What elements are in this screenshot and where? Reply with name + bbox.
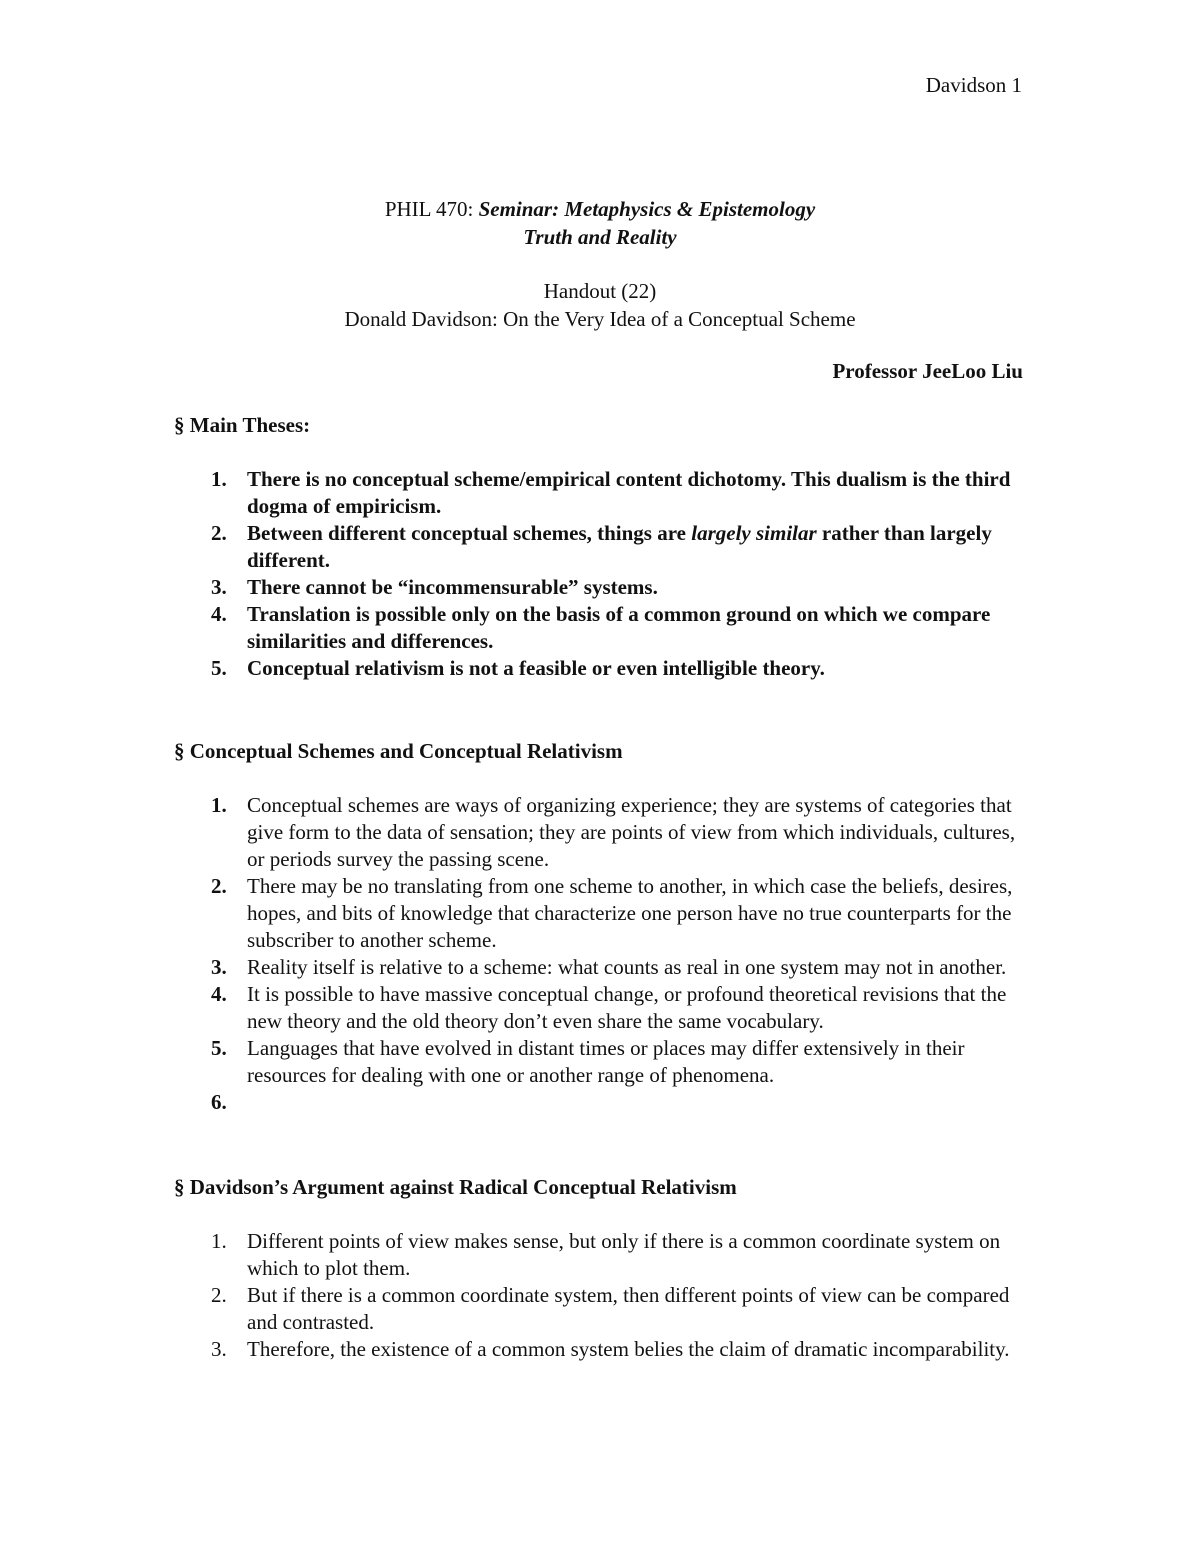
list-item xyxy=(174,981,1034,1035)
item-text: Reality itself is relative to a scheme: what counts as real in one system may not in another. xyxy=(247,955,1007,979)
item-number: 1. xyxy=(211,467,227,491)
item-text: Languages that have evolved in distant times or places may differ extensively in their resources for dealing with one or another range of phenomena. xyxy=(247,1036,965,1087)
argument-section xyxy=(174,1174,1034,1363)
main-theses-section xyxy=(174,412,1034,682)
list-item xyxy=(174,466,1034,520)
item-text: There may be no translating from one scheme to another, in which case the beliefs, desires, hopes, and bits of knowledge that characterize one person have no true counterparts for the subscriber to another scheme. xyxy=(247,874,1013,952)
course-name: Seminar: Metaphysics & Epistemology xyxy=(478,197,816,221)
title-block xyxy=(0,196,1200,334)
item-text: Therefore, the existence of a common system belies the claim of dramatic incomparability. xyxy=(247,1337,1010,1361)
list-item xyxy=(174,1089,1034,1116)
professor-name: Professor JeeLoo Liu xyxy=(832,359,1023,383)
item-number: 2. xyxy=(211,521,227,545)
item-text: There cannot be “incommensurable” systems. xyxy=(247,575,658,599)
list-item xyxy=(174,520,1034,574)
item-number: 3. xyxy=(211,955,227,979)
item-number: 2. xyxy=(211,874,227,898)
list-item xyxy=(174,1336,1034,1363)
item-text: There is no conceptual scheme/empirical content dichotomy. This dualism is the third dogma of empiricism. xyxy=(247,467,1011,518)
section-heading: § Main Theses: xyxy=(174,413,311,437)
item-text-pre: Between different conceptual schemes, things are xyxy=(247,521,692,545)
running-head: Davidson 1 xyxy=(925,73,1022,97)
list-item xyxy=(174,1282,1034,1336)
item-text: Different points of view makes sense, but only if there is a common coordinate system on which to plot them. xyxy=(247,1229,1001,1280)
list-item xyxy=(174,1228,1034,1282)
course-subtitle: Truth and Reality xyxy=(523,225,677,249)
handout-number: Handout (22) xyxy=(543,279,657,303)
item-text: Conceptual schemes are ways of organizing experience; they are systems of categories that give form to the data of sensation; they are points of view from which individuals, cultures, or periods survey the passing scene. xyxy=(247,793,1016,871)
list-item xyxy=(174,601,1034,655)
item-number: 5. xyxy=(211,656,227,680)
item-number: 2. xyxy=(211,1283,227,1307)
item-number: 3. xyxy=(211,575,227,599)
section-heading: § Davidson’s Argument against Radical Conceptual Relativism xyxy=(174,1175,737,1199)
argument-list xyxy=(174,1228,1034,1363)
item-number: 1. xyxy=(211,793,227,817)
list-item xyxy=(174,1035,1034,1089)
section-heading: § Conceptual Schemes and Conceptual Relativism xyxy=(174,739,623,763)
item-text: Translation is possible only on the basis of a common ground on which we compare similarities and differences. xyxy=(247,602,991,653)
conceptual-schemes-section xyxy=(174,738,1034,1116)
list-item xyxy=(174,655,1034,682)
item-text-emphasis: largely similar xyxy=(691,521,817,545)
conceptual-schemes-list xyxy=(174,792,1034,1116)
item-text: Conceptual relativism is not a feasible or even intelligible theory. xyxy=(247,656,825,680)
item-text: It is possible to have massive conceptual change, or profound theoretical revisions that the new theory and the old theory don’t even share the same vocabulary. xyxy=(247,982,1007,1033)
list-item xyxy=(174,574,1034,601)
list-item xyxy=(174,792,1034,873)
item-number: 6. xyxy=(211,1090,227,1114)
item-number: 3. xyxy=(211,1337,227,1361)
course-title xyxy=(0,196,1200,224)
item-number: 4. xyxy=(211,602,227,626)
item-text-post: rather than largely different. xyxy=(247,521,992,572)
item-number: 4. xyxy=(211,982,227,1006)
list-item xyxy=(174,873,1034,954)
item-number: 5. xyxy=(211,1036,227,1060)
list-item xyxy=(174,954,1034,981)
item-text: But if there is a common coordinate system, then different points of view can be compared and contrasted. xyxy=(247,1283,1010,1334)
reading-title: Donald Davidson: On the Very Idea of a Conceptual Scheme xyxy=(344,307,856,331)
item-number: 1. xyxy=(211,1229,227,1253)
main-theses-list xyxy=(174,466,1034,682)
course-code: PHIL 470: xyxy=(384,197,479,221)
